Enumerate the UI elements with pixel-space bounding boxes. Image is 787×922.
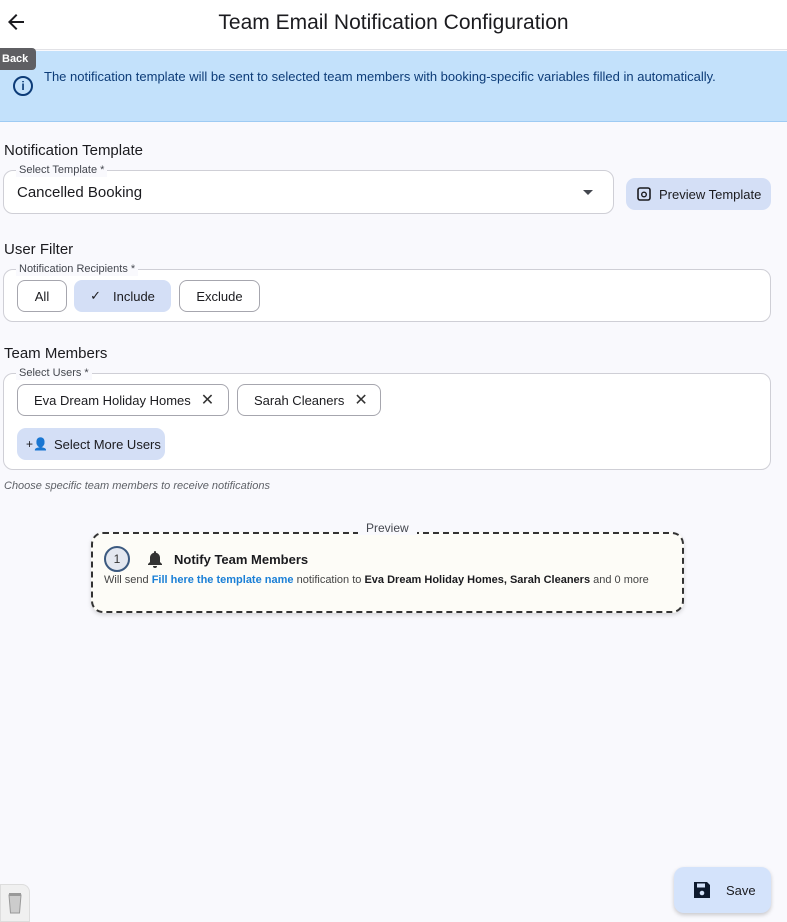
preview-template-button[interactable] xyxy=(626,178,771,210)
filter-option-all[interactable]: All xyxy=(17,280,67,312)
remove-chip-icon[interactable]: ✕ xyxy=(354,392,368,409)
app-header xyxy=(0,0,787,50)
user-chip-label: Eva Dream Holiday Homes xyxy=(34,392,191,408)
save-label: Save xyxy=(726,882,756,898)
save-icon xyxy=(692,880,712,900)
users-field xyxy=(3,367,771,470)
preview-title: Notify Team Members xyxy=(174,552,309,567)
template-select[interactable] xyxy=(3,164,614,214)
user-chip xyxy=(17,384,229,416)
recipients-label: Notification Recipients * xyxy=(16,262,138,276)
select-more-users-label: Select More Users xyxy=(53,436,161,452)
info-banner xyxy=(0,51,787,122)
trash-icon[interactable] xyxy=(0,884,30,922)
filter-option-exclude[interactable]: Exclude xyxy=(179,280,260,312)
back-tooltip: Back xyxy=(0,48,36,70)
include-label: Include xyxy=(112,288,155,304)
info-text: The notification template will be sent to selected team members with booking-specific variables filled in automatically. xyxy=(44,69,716,84)
step-number: 1 xyxy=(104,546,130,572)
preview-card xyxy=(91,521,684,613)
page-title: Team Email Notification Configuration xyxy=(218,11,569,34)
preview-recipients: Eva Dream Holiday Homes, Sarah Cleaners xyxy=(364,574,591,586)
preview-description xyxy=(104,573,674,588)
template-select-value: Cancelled Booking xyxy=(17,184,143,201)
preview-middle: notification to xyxy=(296,574,362,586)
info-icon: i xyxy=(13,76,33,96)
user-chip xyxy=(237,384,381,416)
section-team-members: Team Members xyxy=(4,345,108,362)
filter-option-include[interactable] xyxy=(74,280,171,312)
preview-icon xyxy=(637,187,651,201)
add-person-icon: +👤 xyxy=(26,437,48,451)
check-icon: ✓ xyxy=(90,288,101,303)
template-select-label: Select Template * xyxy=(16,163,107,177)
select-more-users-button[interactable] xyxy=(17,428,165,460)
preview-template-label: Preview Template xyxy=(659,186,762,202)
bell-icon xyxy=(147,550,163,568)
user-chip-label: Sarah Cleaners xyxy=(254,392,345,408)
users-hint: Choose specific team members to receive notifications xyxy=(4,480,270,492)
dropdown-caret-icon xyxy=(583,190,593,195)
template-name-link[interactable]: Fill here the template name xyxy=(151,574,294,586)
preview-prefix: Will send xyxy=(104,574,149,586)
preview-suffix: and 0 more xyxy=(593,574,649,586)
save-button[interactable] xyxy=(674,867,771,913)
preview-label: Preview xyxy=(358,521,417,535)
recipients-field xyxy=(3,263,771,322)
remove-chip-icon[interactable]: ✕ xyxy=(200,392,215,409)
section-user-filter: User Filter xyxy=(4,241,74,258)
section-notification-template: Notification Template xyxy=(4,142,143,159)
users-label: Select Users * xyxy=(16,366,92,380)
